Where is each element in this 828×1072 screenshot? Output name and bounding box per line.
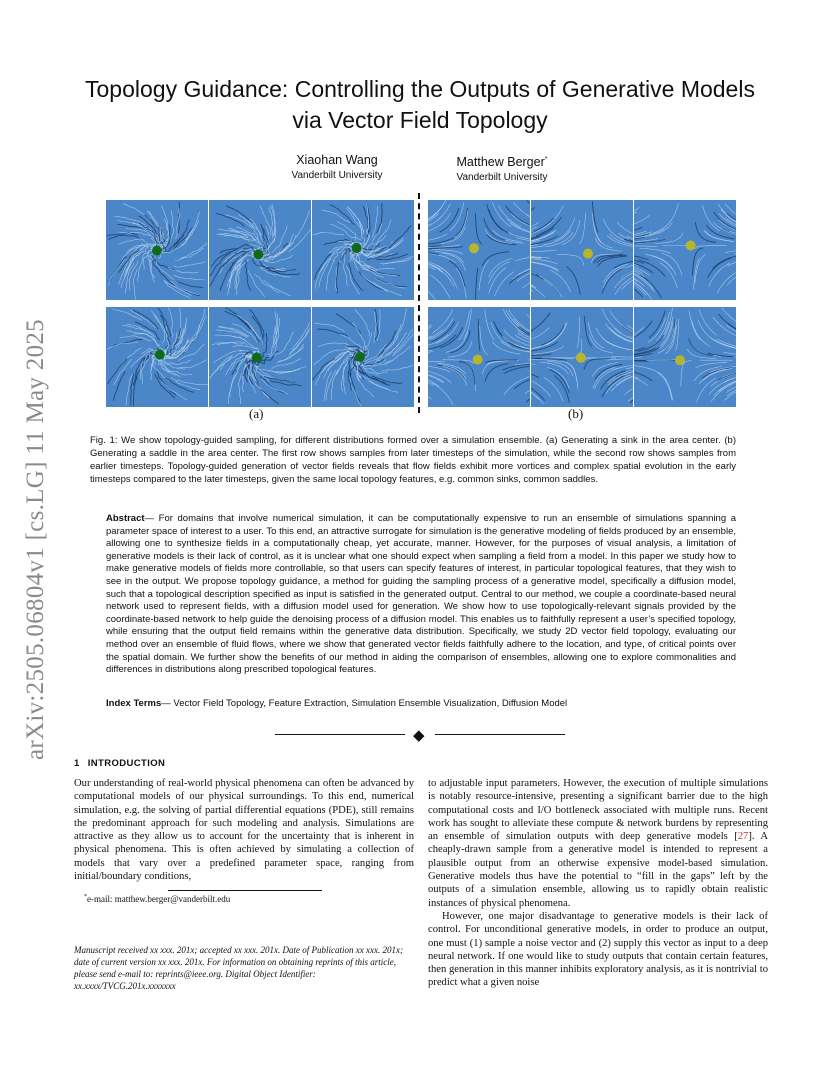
sink-critical-point: [155, 350, 165, 360]
index-terms: [106, 698, 736, 711]
abstract-text: — For domains that involve numerical simulation, it can be computationally expensive to run an ensemble of simulations spanning a parameter space of interest to a user. To this end, an attractive surrogate for simulation is the generative modeling of fields produced by an ensemble, allowing one to synthesize fields in a computationally cheap, yet accurate, manner. However, for the purposes of visual analysis, a limitation of generative models is their lack of control, as it is unclear what one should expect when sampling a field from a model. In this paper we study how to make generative models of fields more controllable, so that users can specify features of interest, in particular topological features, that they wish to see in the output. We propose topology guidance, a method for guiding the sampling process of a generative model, specifically a diffusion model, such that a topological description specified as input is satisfied in the generated output. Central to our method, we couple a coordinate-based neural network used to represent fields, with a diffusion model used for generation. We show how to use topologically-relevant signals provided by the coordinate-based network to help guide the denoising process of a diffusion model. This enables us to faithfully represent a user’s specified topology, while ensuring that the output field remains within the generative data distribution. Specifically, we study 2D vector field topology, evaluating our method over an ensemble of fluid flows, where we show that generated vector fields faithfully adhere to the location, and type, of critical points over the spatial domain. We further show the benefits of our method in aiding the comparison of ensembles, allowing one to explore commonalities and differences in distributions along prescribed topological features.: [106, 513, 736, 676]
author-footnote-marker: *: [544, 156, 548, 163]
abstract-label: Abstract: [106, 513, 145, 524]
sink-field-sample: [209, 200, 311, 300]
saddle-field-sample: [428, 200, 530, 300]
sink-critical-point: [352, 243, 362, 253]
manuscript-note: Manuscript received xx xxx. 201x; accepted xx xxx. 201x. Date of Publication xx xxx. 201x; date of current version xx xxx. 201x. For information on obtaining reprints of this article, please send e-mail to: reprints@ieee.org. Digital Object Identifier: xx.xxxx/TVCG.201x.xxxxxxx: [74, 945, 404, 991]
saddle-critical-point: [473, 355, 483, 365]
section-number: 1: [74, 758, 80, 769]
sink-field-sample: [312, 307, 414, 407]
author-name: Xiaohan Wang: [296, 153, 378, 167]
author-affiliation: Vanderbilt University: [291, 170, 383, 181]
saddle-critical-point: [675, 355, 685, 365]
footnote-email: e-mail: matthew.berger@vanderbilt.edu: [87, 894, 231, 904]
footnote-marker: *: [84, 894, 87, 900]
abstract: [106, 513, 736, 677]
author-affiliation: Vanderbilt University: [456, 172, 548, 184]
author-block-2: [402, 152, 602, 186]
index-terms-label: Index Terms: [106, 698, 162, 709]
intro-paragraph-continued: to adjustable input parameters. However, the execution of multiple simulations is notably resource-intensive, presenting a significant barrier due to the high computational costs and I/O bottleneck associated with multiple runs. Recent work has sought to alleviate these compute & network burdens by representing an ensemble of simulation outputs with deep generative models [27]. A cheaply-drawn sample from a generative model is intended to represent a plausible output from an otherwise expensive model-based simulation. Generative models thus have the potential to “fill in the gaps” left by the outputs of a simulation ensemble, allowing us to rapidly obtain realistic instances of physical phenomena.: [428, 778, 769, 909]
saddle-field-sample: [634, 307, 736, 407]
saddle-field-sample: [531, 307, 633, 407]
sink-critical-point: [253, 249, 263, 259]
saddle-critical-point: [576, 353, 586, 363]
paper-title: Topology Guidance: Controlling the Outputs of Generative Models via Vector Field Topology: [85, 76, 755, 133]
saddle-critical-point: [686, 241, 696, 251]
body-column-right: [428, 777, 768, 990]
panel-a-label: (a): [249, 406, 264, 421]
index-terms-text: — Vector Field Topology, Feature Extraction, Simulation Ensemble Visualization, Diffusion Model: [161, 698, 568, 709]
saddle-field-sample: [634, 200, 736, 300]
body-column-left: [74, 777, 414, 883]
footnote: [84, 894, 230, 904]
intro-paragraph-1: Our understanding of real-world physical phenomena can often be advanced by computational models of our physical surroundings. To this end, numerical simulation, e.g. the solving of partial differential equations (PDE), still remains the predominant approach for such modeling and analysis. Simulations are attractive as they allow us to account for the uncertainty that is inherent in physical phenomena. This is often achieved by simulating a collection of models that vary over a predefined parameter space, ranging from initial/boundary conditions,: [74, 778, 414, 883]
sink-field-sample: [312, 200, 414, 300]
figure-caption: Fig. 1: We show topology-guided sampling, for different distributions formed over a simulation ensemble. (a) Generating a sink in the area center. (b) Generating a saddle in the area center. The first row shows samples from later timesteps of the simulation, while the second row shows samples from earlier timesteps. Topology-guided generation of vector fields reveals that flow fields exhibit more vortices and complex spatial evolution in the early timesteps compared to the later timesteps, given the same local topology features, e.g. common sinks, common saddles.: [90, 435, 736, 485]
saddle-field-sample: [531, 200, 633, 300]
saddle-critical-point: [469, 243, 479, 253]
panel-b-label: (b): [568, 406, 584, 421]
citation-link[interactable]: 27: [737, 831, 749, 843]
footnote-rule: [168, 890, 322, 891]
sink-field-sample: [209, 307, 311, 407]
figure-1-vector-field-grid: [106, 198, 736, 423]
diamond-ornament-icon: ◆: [413, 727, 425, 744]
sink-critical-point: [152, 246, 162, 256]
intro-paragraph-2: However, one major disadvantage to generative models is their lack of control. For unconditional generative models, in order to produce an output, one must (1) sample a noise vector and (2) supply this vector as input to a deep neural network. If one would like to study outputs that contain certain features, then generation in this manner inhibits exploratory analysis, as it is nontrivial to predict what a given noise: [428, 910, 768, 989]
saddle-field-sample: [428, 307, 530, 407]
sink-field-sample: [106, 307, 208, 407]
sink-critical-point: [355, 352, 365, 362]
sink-field-sample: [106, 200, 208, 300]
sink-critical-point: [252, 353, 262, 363]
figure-panel-divider: [418, 193, 420, 413]
saddle-critical-point: [583, 249, 593, 259]
arxiv-identifier-stamp: arXiv:2505.06804v1 [cs.LG] 11 May 2025: [22, 319, 49, 760]
section-separator: [275, 727, 565, 744]
section-title: INTRODUCTION: [87, 758, 166, 769]
author-name: Matthew Berger*: [456, 155, 548, 170]
section-heading: [74, 758, 165, 769]
